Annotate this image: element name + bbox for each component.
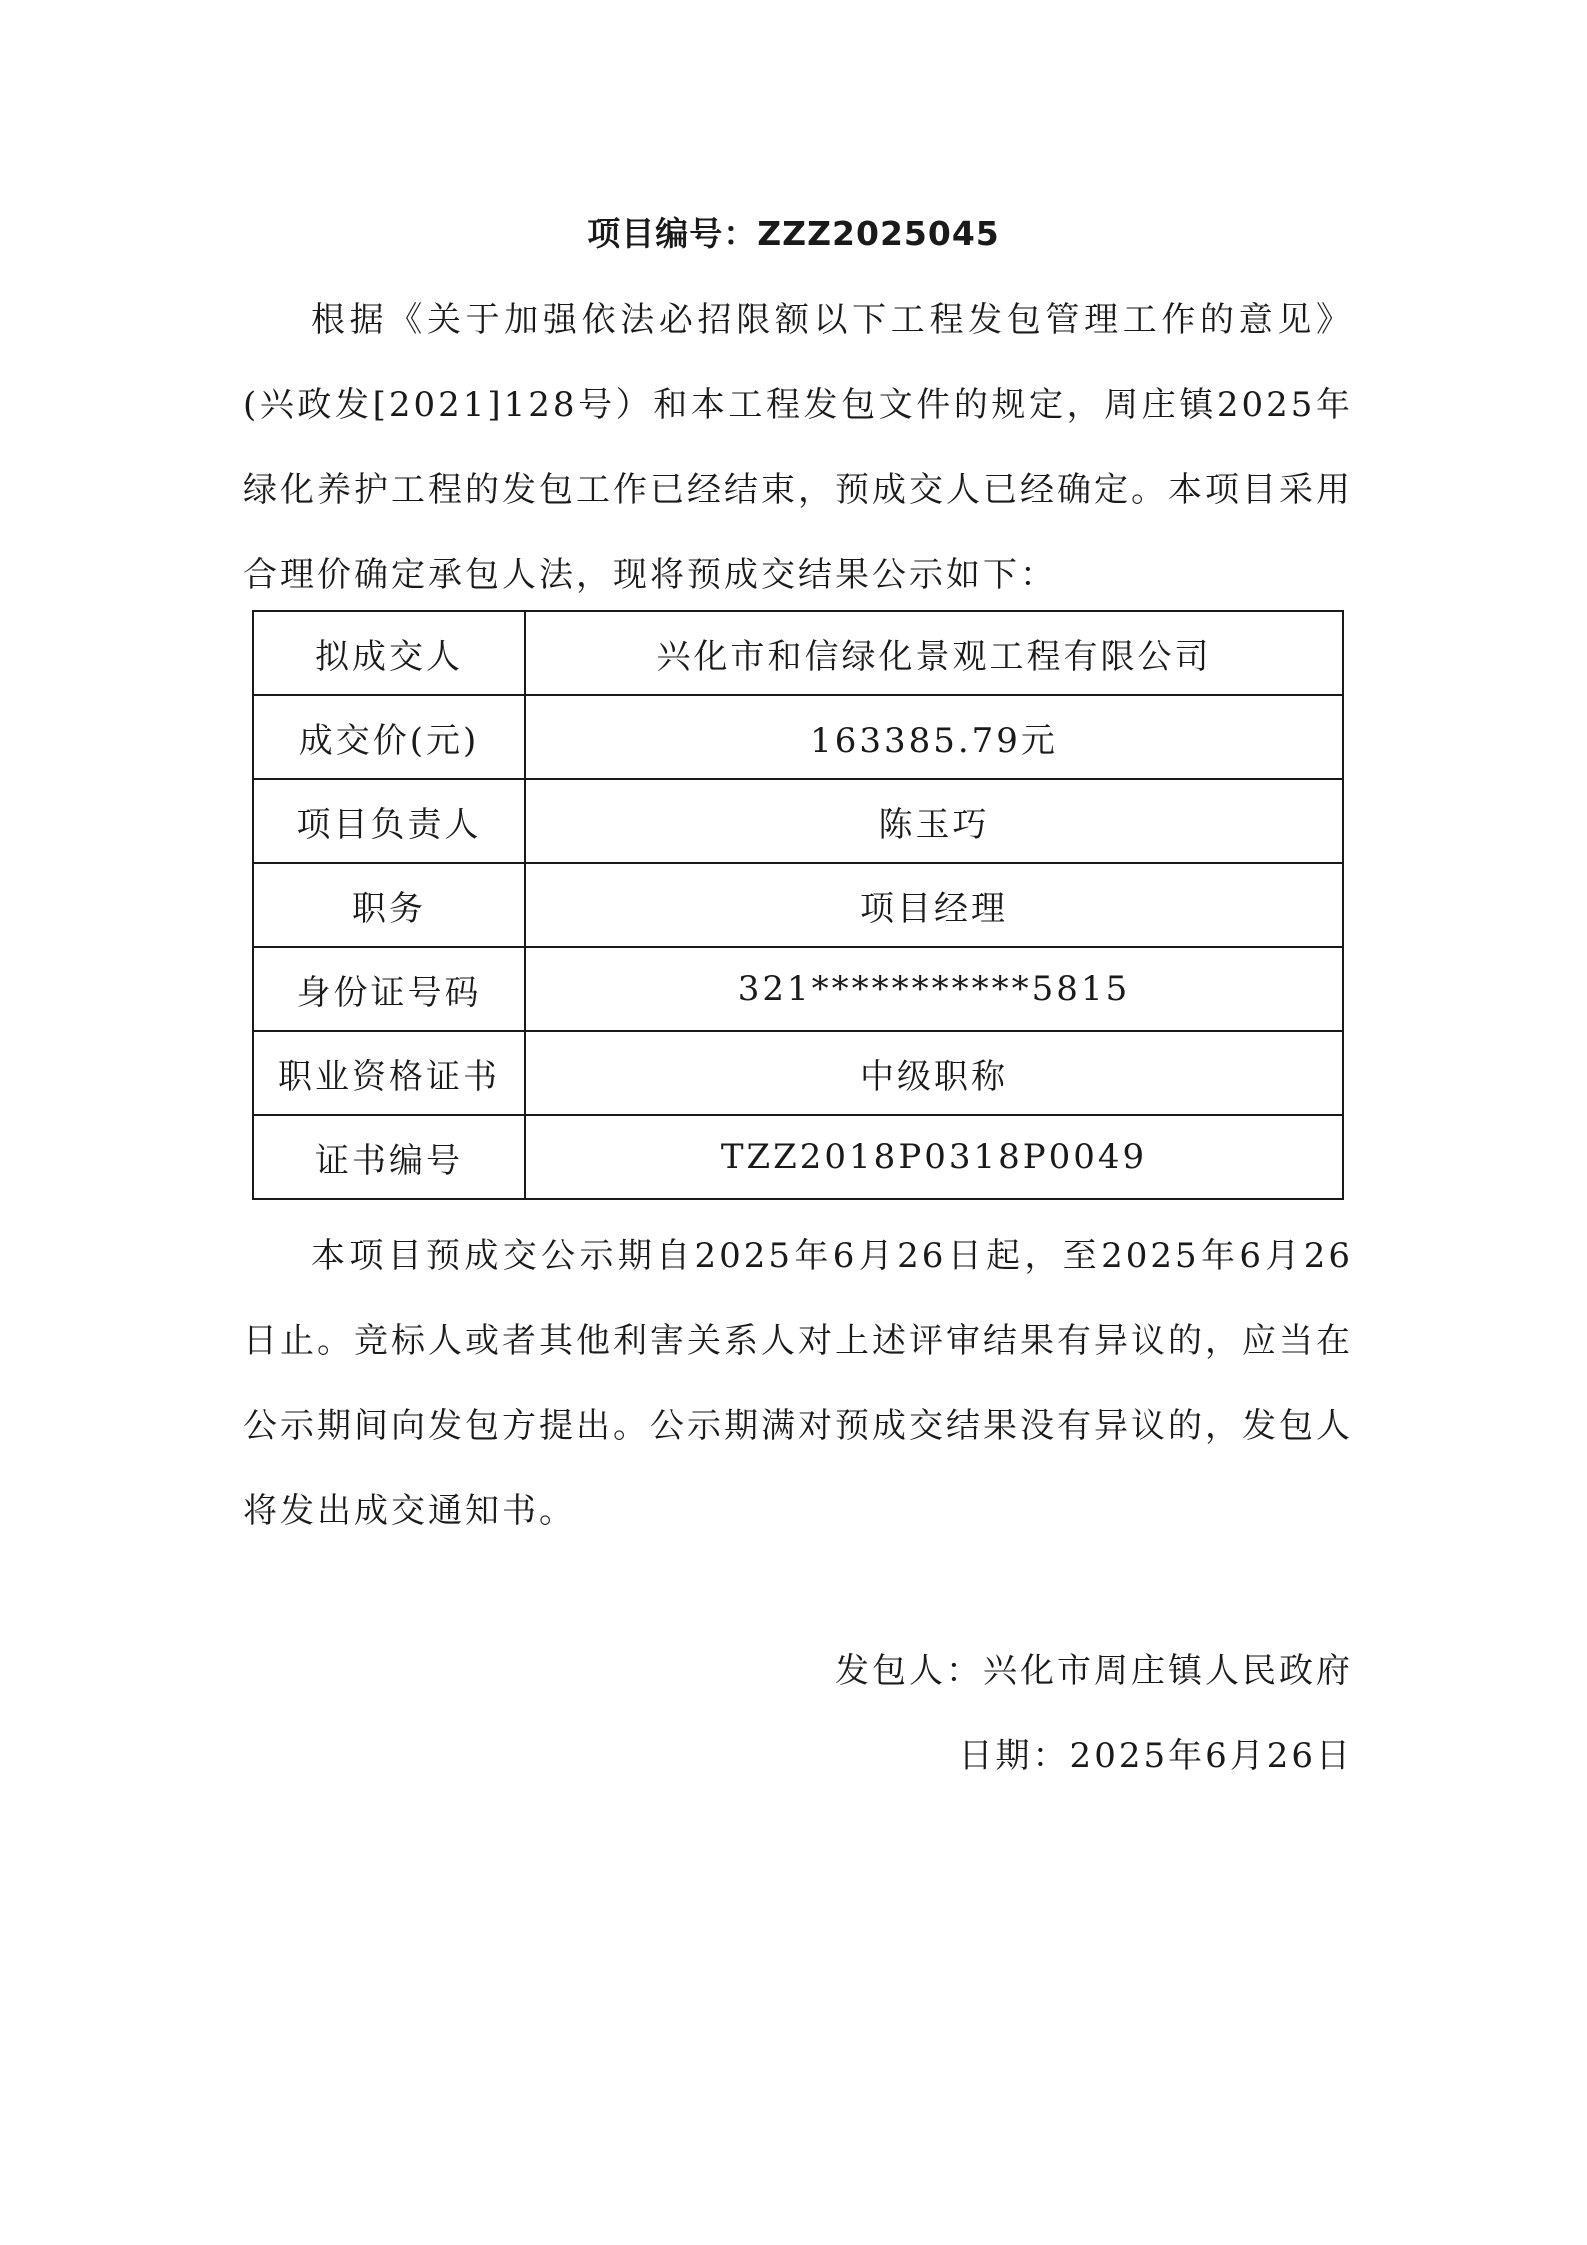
row-label-certificate-number: 证书编号 [253, 1115, 525, 1199]
row-value-winner: 兴化市和信绿化景观工程有限公司 [525, 611, 1343, 695]
table-row [253, 863, 1343, 947]
row-label-winner: 拟成交人 [253, 611, 525, 695]
row-label-manager: 项目负责人 [253, 779, 525, 863]
row-value-certificate-number: TZZ2018P0318P0049 [525, 1115, 1343, 1199]
row-label-position: 职务 [253, 863, 525, 947]
row-label-id-number: 身份证号码 [253, 947, 525, 1031]
table-row [253, 779, 1343, 863]
notice-paragraph: 本项目预成交公示期自2025年6月26日起，至2025年6月26日止。竞标人或者其他利害关系人对上述评审结果有异议的，应当在公示期间向发包方提出。公示期满对预成交结果没有异议的，发包人将发出成交通知书。 [243, 1236, 1353, 1531]
table-row [253, 695, 1343, 779]
result-table [252, 610, 1344, 1200]
row-value-manager: 陈玉巧 [525, 779, 1343, 863]
table-row [253, 611, 1343, 695]
intro-paragraph: 根据《关于加强依法必招限额以下工程发包管理工作的意见》(兴政发[2021]128号）和本工程发包文件的规定，周庄镇2025年绿化养护工程的发包工作已经结束，预成交人已经确定。本项目采用合理价确定承包人法，现将预成交结果公示如下： [243, 300, 1353, 595]
table-row [253, 1031, 1343, 1115]
row-value-position: 项目经理 [525, 863, 1343, 947]
project-number-title: 项目编号：ZZZ2025045 [587, 214, 1000, 253]
issuer-signature: 发包人：兴化市周庄镇人民政府 [835, 1651, 1353, 1691]
table-row [253, 947, 1343, 1031]
row-value-qualification: 中级职称 [525, 1031, 1343, 1115]
row-value-id-number: 321***********5815 [525, 947, 1343, 1031]
table-row [253, 1115, 1343, 1199]
row-label-price: 成交价(元) [253, 695, 525, 779]
row-label-qualification: 职业资格证书 [253, 1031, 525, 1115]
issue-date: 日期：2025年6月26日 [958, 1736, 1353, 1776]
row-value-price: 163385.79元 [525, 695, 1343, 779]
